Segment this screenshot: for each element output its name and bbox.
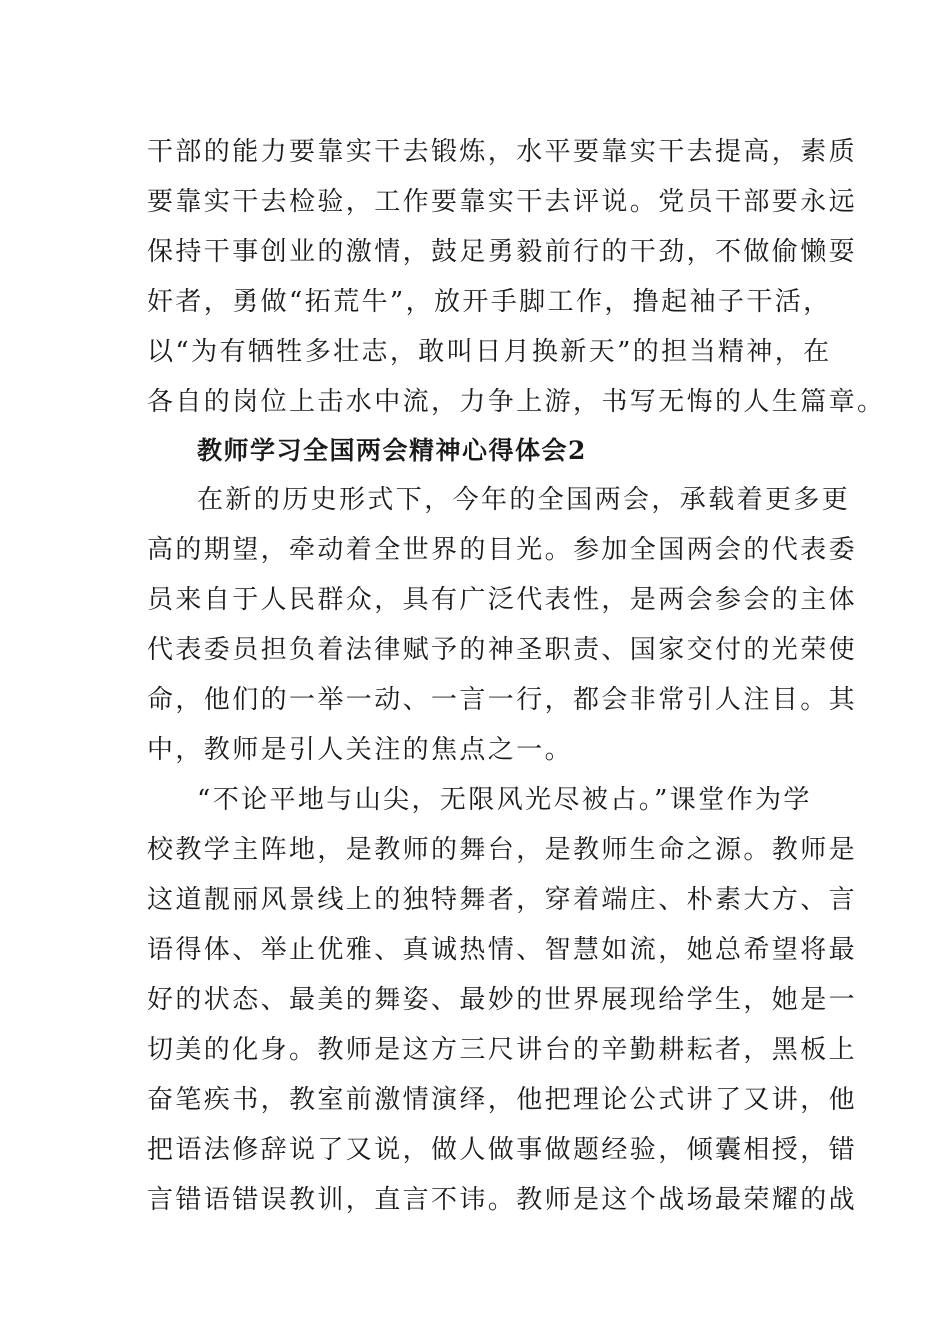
paragraph-1-line-3: 保持干事创业的激情，鼓足勇毅前行的干劲，不做偷懒耍 xyxy=(147,237,858,267)
paragraph-1-line-4: 奸者，勇做“拓荒牛”，放开手脚工作，撸起袖子干活， xyxy=(147,287,832,317)
paragraph-2-line-1: 在新的历史形式下，今年的全国两会，承载着更多更 xyxy=(197,485,851,515)
paragraph-3-line-9: 言错语错误教训，直言不讳。教师是这个战场最荣耀的战 xyxy=(147,1185,858,1215)
paragraph-2-line-6: 中，教师是引人关注的焦点之一。 xyxy=(147,735,574,765)
paragraph-3-line-8: 把语法修辞说了又说，做人做事做题经验，倾囊相授，错 xyxy=(147,1135,858,1165)
paragraph-3-line-5: 好的状态、最美的舞姿、最妙的世界展现给学生，她是一 xyxy=(147,985,858,1015)
paragraph-3-line-4: 语得体、举止优雅、真诚热情、智慧如流，她总希望将最 xyxy=(147,935,858,965)
paragraph-1-line-5: 以“为有牺牲多壮志，敢叫日月换新天”的担当精神，在 xyxy=(147,337,832,367)
paragraph-3-line-7: 奋笔疾书，教室前激情演绎，他把理论公式讲了又讲，他 xyxy=(147,1085,858,1115)
paragraph-2-line-2: 高的期望，牵动着全世界的目光。参加全国两会的代表委 xyxy=(147,535,858,565)
paragraph-3-line-1: “不论平地与山尖，无限风光尽被占。”课堂作为学 xyxy=(197,785,812,815)
paragraph-1-line-2: 要靠实干去检验，工作要靠实干去评说。党员干部要永远 xyxy=(147,187,858,217)
paragraph-1-line-1: 干部的能力要靠实干去锻炼，水平要靠实干去提高，素质 xyxy=(147,137,858,167)
paragraph-2-line-5: 命，他们的一举一动、一言一行，都会非常引人注目。其 xyxy=(147,685,858,715)
paragraph-1-line-6: 各自的岗位上击水中流，力争上游，书写无悔的人生篇章。 xyxy=(147,387,886,417)
paragraph-2-line-4: 代表委员担负着法律赋予的神圣职责、国家交付的光荣使 xyxy=(147,635,858,665)
paragraph-3-line-3: 这道靓丽风景线上的独特舞者，穿着端庄、朴素大方、言 xyxy=(147,885,858,915)
paragraph-3-line-6: 切美的化身。教师是这方三尺讲台的辛勤耕耘者，黑板上 xyxy=(147,1035,858,1065)
paragraph-3-line-2: 校教学主阵地，是教师的舞台，是教师生命之源。教师是 xyxy=(147,835,858,865)
section-heading: 教师学习全国两会精神心得体会2 xyxy=(197,436,587,465)
paragraph-2-line-3: 员来自于人民群众，具有广泛代表性，是两会参会的主体 xyxy=(147,585,858,615)
